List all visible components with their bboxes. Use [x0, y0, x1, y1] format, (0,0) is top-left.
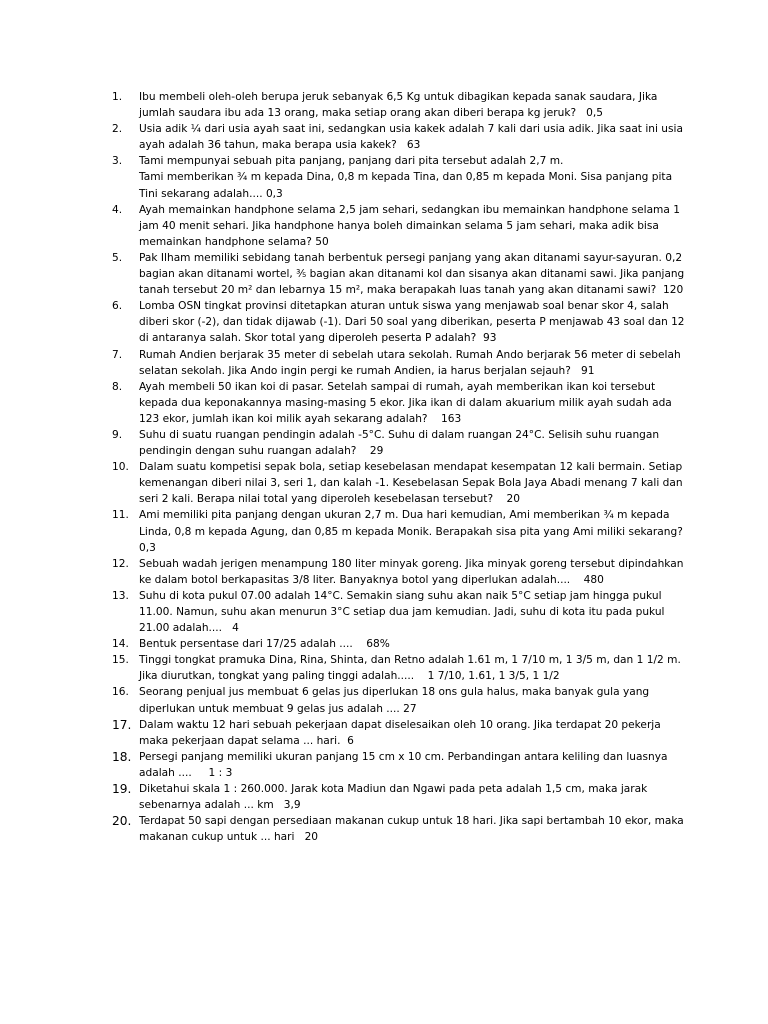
question-text-line: sebenarnya adalah ... km 3,9	[139, 799, 301, 812]
question-number: 8.	[112, 380, 123, 393]
question-number: 2.	[112, 123, 123, 136]
question-text-line: Usia adik ¼ dari usia ayah saat ini, sedangkan usia kakek adalah 7 kali dari usia adik. Jika saat ini usia	[139, 123, 683, 136]
question-text-line: di antaranya salah. Skor total yang diperoleh peserta P adalah? 93	[139, 332, 497, 345]
question-text-line: ayah adalah 36 tahun, maka berapa usia kakek? 63	[139, 139, 421, 152]
question-text-line: adalah .... 1 : 3	[139, 766, 233, 779]
question-text-line: Sebuah wadah jerigen menampung 180 liter minyak goreng. Jika minyak goreng tersebut dipindahkan	[139, 557, 684, 570]
question-text-line: 11.00. Namun, suhu akan menurun 3°C setiap dua jam kemudian. Jadi, suhu di kota itu pada pukul	[139, 606, 665, 618]
question-number: 6.	[112, 300, 123, 313]
question-text-line: Seorang penjual jus membuat 6 gelas jus diperlukan 18 ons gula halus, maka banyak gula yang	[139, 686, 650, 699]
question-item	[112, 298, 684, 346]
question-item	[112, 556, 684, 588]
question-number: 12.	[112, 557, 129, 570]
question-list	[112, 89, 684, 845]
question-text-line: memainkan handphone selama? 50	[139, 235, 329, 248]
question-number: 15.	[112, 654, 129, 667]
question-text-line: Ayah membeli 50 ikan koi di pasar. Setelah sampai di rumah, ayah memberikan ikan koi tersebut	[139, 380, 656, 393]
question-text-line: Tami mempunyai sebuah pita panjang, panjang dari pita tersebut adalah 2,7 m.	[139, 155, 564, 168]
question-item	[112, 684, 684, 716]
question-text-line: Dalam suatu kompetisi sepak bola, setiap kesebelasan mendapat kesempatan 12 kali bermain. Setiap	[139, 461, 683, 474]
question-text-line: Terdapat 50 sapi dengan persediaan makanan cukup untuk 18 hari. Jika sapi bertambah 10 ekor, maka	[139, 815, 684, 828]
question-text-line: Bentuk persentase dari 17/25 adalah .... 68%	[139, 638, 390, 651]
question-text-line: ke dalam botol berkapasitas 3/8 liter. Banyaknya botol yang diperlukan adalah.... 480	[139, 573, 604, 586]
question-item	[112, 89, 684, 121]
question-text-line: 0,3	[139, 541, 156, 554]
question-number: 10.	[112, 461, 129, 474]
question-text-line: Suhu di kota pukul 07.00 adalah 14°C. Semakin siang suhu akan naik 5°C setiap jam hingga pukul	[139, 589, 662, 602]
question-number: 3.	[112, 155, 123, 168]
question-item	[112, 781, 684, 813]
question-number: 14.	[112, 638, 129, 651]
question-number: 4.	[112, 203, 123, 216]
question-number: 13.	[112, 589, 129, 602]
question-number: 20.	[112, 814, 132, 829]
question-item	[112, 121, 684, 153]
question-number: 18.	[112, 749, 132, 764]
question-text-line: Ami memiliki pita panjang dengan ukuran 2,7 m. Dua hari kemudian, Ami memberikan ¾ m kepada	[139, 509, 670, 522]
question-text-line: makanan cukup untuk ... hari 20	[139, 831, 319, 844]
question-text-line: Ibu membeli oleh-oleh berupa jeruk sebanyak 6,5 Kg untuk dibagikan kepada sanak saudara, Jika	[139, 91, 658, 103]
question-item	[112, 427, 684, 459]
question-item	[112, 588, 684, 636]
question-text-line: Lomba OSN tingkat provinsi ditetapkan aturan untuk siswa yang menjawab soal benar skor 4, salah	[139, 300, 669, 313]
question-text-line: kepada dua keponakannya masing-masing 5 ekor. Jika ikan di dalam akuarium milik ayah sudah ada	[139, 396, 672, 409]
question-text-line: tanah tersebut 20 m² dan lebarnya 15 m², maka berapakah luas tanah yang akan ditanami sawi? 120	[139, 284, 684, 297]
question-item	[112, 250, 684, 298]
question-text-line: Linda, 0,8 m kepada Agung, dan 0,85 m kepada Monik. Berapakah sisa pita yang Ami miliki sekarang?	[139, 525, 683, 538]
question-item	[112, 636, 684, 652]
question-text-line: Pak Ilham memiliki sebidang tanah berbentuk persegi panjang yang akan ditanami sayur-sayuran. 0,2	[139, 251, 683, 264]
question-item	[112, 347, 684, 379]
question-text-line: Diketahui skala 1 : 260.000. Jarak kota Madiun dan Ngawi pada peta adalah 1,5 cm, maka jarak	[139, 783, 648, 796]
question-text-line: Jika diurutkan, tongkat yang paling tinggi adalah..... 1 7/10, 1.61, 1 3/5, 1 1/2	[139, 670, 560, 683]
question-number: 19.	[112, 782, 132, 797]
question-text-line: pendingin dengan suhu ruangan adalah? 29	[139, 445, 384, 458]
question-text-line: Rumah Andien berjarak 35 meter di sebelah utara sekolah. Rumah Ando berjarak 56 meter di sebelah	[139, 348, 681, 361]
question-text-line: Suhu di suatu ruangan pendingin adalah -5°C. Suhu di dalam ruangan 24°C. Selisih suhu ruangan	[139, 428, 660, 441]
question-item	[112, 652, 684, 684]
question-item	[112, 153, 684, 201]
question-item	[112, 749, 684, 781]
question-text-line: Persegi panjang memiliki ukuran panjang 15 cm x 10 cm. Perbandingan antara keliling dan luasnya	[139, 750, 668, 763]
question-item	[112, 459, 684, 507]
question-text-line: Tami memberikan ¾ m kepada Dina, 0,8 m kepada Tina, dan 0,85 m kepada Moni. Sisa panjang pita	[139, 171, 673, 184]
question-number: 1.	[112, 91, 123, 103]
question-text-line: diperlukan untuk membuat 9 gelas jus adalah .... 27	[139, 702, 417, 715]
question-text-line: Ayah memainkan handphone selama 2,5 jam sehari, sedangkan ibu memainkan handphone selama 1	[139, 203, 680, 216]
question-text-line: 123 ekor, jumlah ikan koi milik ayah sekarang adalah? 163	[139, 412, 462, 425]
question-item	[112, 717, 684, 749]
question-text-line: Tini sekarang adalah.... 0,3	[139, 187, 283, 200]
question-item	[112, 379, 684, 427]
question-text-line: Dalam waktu 12 hari sebuah pekerjaan dapat diselesaikan oleh 10 orang. Jika terdapat 20 pekerja	[139, 718, 661, 731]
question-text-line: kemenangan diberi nilai 3, seri 1, dan kalah -1. Kesebelasan Sepak Bola Jaya Abadi menang 7 kali dan	[139, 477, 683, 490]
question-text-line: 21.00 adalah.... 4	[139, 622, 239, 635]
question-text-line: diberi skor (-2), dan tidak dijawab (-1). Dari 50 soal yang diberikan, peserta P menjawab 43 soal dan 12	[139, 316, 685, 329]
question-number: 16.	[112, 686, 129, 699]
question-item	[112, 202, 684, 250]
question-text-line: selatan sekolah. Jika Ando ingin pergi ke rumah Andien, ia harus berjalan sejauh? 91	[139, 364, 595, 377]
question-number: 7.	[112, 348, 123, 361]
question-number: 5.	[112, 251, 123, 264]
question-text-line: Tinggi tongkat pramuka Dina, Rina, Shinta, dan Retno adalah 1.61 m, 1 7/10 m, 1 3/5 m, dan 1 1/2 m.	[139, 654, 681, 667]
question-item	[112, 813, 684, 845]
question-number: 9.	[112, 428, 123, 441]
question-text-line: bagian akan ditanami wortel, ⅗ bagian akan ditanami kol dan sisanya akan ditanami sawi. Jika panjang	[139, 268, 685, 281]
question-number: 17.	[112, 717, 132, 732]
question-item	[112, 507, 684, 555]
question-text-line: seri 2 kali. Berapa nilai total yang diperoleh kesebelasan tersebut? 20	[139, 493, 521, 506]
question-number: 11.	[112, 509, 129, 522]
question-text-line: maka pekerjaan dapat selama ... hari. 6	[139, 734, 354, 747]
question-text-line: jumlah saudara ibu ada 13 orang, maka setiap orang akan diberi berapa kg jeruk? 0,5	[139, 107, 604, 120]
question-text-line: jam 40 menit sehari. Jika handphone hanya boleh dimainkan selama 5 jam sehari, maka adik bisa	[139, 219, 659, 232]
